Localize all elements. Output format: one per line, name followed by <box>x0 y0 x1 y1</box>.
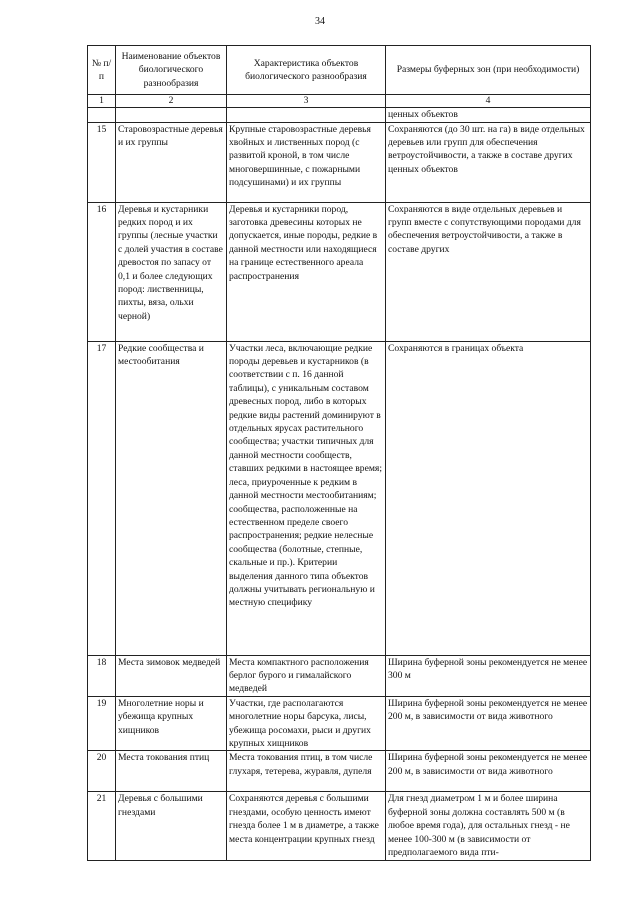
buffer-zones-table <box>87 45 591 861</box>
row-number: 19 <box>88 696 116 751</box>
object-name: Старовозрастные деревья и их группы <box>116 122 227 202</box>
object-characteristic: Сохраняются деревья с большими гнездами, особую ценность имеют гнезда более 1 м в диаметре, а также места концентрации крупных гнезд <box>227 792 386 860</box>
row-number: 15 <box>88 122 116 202</box>
column-number: 2 <box>116 95 227 108</box>
table-row <box>88 202 591 341</box>
page-number: 34 <box>315 16 325 27</box>
row-number: 17 <box>88 341 116 655</box>
object-characteristic: Деревья и кустарники пород, заготовка древесины которых не допускается, иные породы, редкие в данной местности или находящиеся на границе естественного ареала распространения <box>227 202 386 341</box>
object-name: Многолетние норы и убежища крупных хищников <box>116 696 227 751</box>
object-name: Деревья и кустарники редких пород и их группы (лесные участки с долей участия в составе древостоя по запасу от 0,1 и более следующих пород: лиственницы, пихты, вяза, ольхи черной) <box>116 202 227 341</box>
row-number: 18 <box>88 655 116 696</box>
column-number: 3 <box>227 95 386 108</box>
table-row <box>88 696 591 751</box>
table-row <box>88 792 591 860</box>
table-row <box>88 751 591 792</box>
row-number: 16 <box>88 202 116 341</box>
continuation-row <box>88 108 591 122</box>
object-characteristic: Места токования птиц, в том числе глухаря, тетерева, журавля, дупеля <box>227 751 386 792</box>
buffer-size: Сохраняются (до 30 шт. на га) в виде отдельных деревьев или групп для обеспечения ветроустойчивости, а также в составе других ценных объектов <box>386 122 591 202</box>
buffer-size: Сохраняются в границах объекта <box>386 341 591 655</box>
row-number: 21 <box>88 792 116 860</box>
table-cell <box>88 108 116 122</box>
header-buffer: Размеры буферных зон (при необходимости) <box>386 46 591 95</box>
object-name: Места токования птиц <box>116 751 227 792</box>
object-characteristic: Места компактного расположения берлог бурого и гималайского медведей <box>227 655 386 696</box>
column-number-row <box>88 95 591 108</box>
object-name: Деревья с большими гнездами <box>116 792 227 860</box>
table-cell: ценных объектов <box>386 108 591 122</box>
column-number: 4 <box>386 95 591 108</box>
table-row <box>88 341 591 655</box>
buffer-size: Ширина буферной зоны рекомендуется не менее 200 м, в зависимости от вида животного <box>386 696 591 751</box>
object-characteristic: Участки, где располагаются многолетние норы барсука, лисы, убежища росомахи, рыси и других крупных хищников <box>227 696 386 751</box>
header-name: Наименование объектов биологического разнообразия <box>116 46 227 95</box>
object-characteristic: Крупные старовозрастные деревья хвойных и лиственных пород (с развитой кроной, в том числе многовершинные, с пожарными подсушинами) и их группы <box>227 122 386 202</box>
buffer-size: Сохраняются в виде отдельных деревьев и групп вместе с сопутствующими породами для обеспечения ветроустойчивости, а также в составе других <box>386 202 591 341</box>
table-cell <box>116 108 227 122</box>
buffer-size: Ширина буферной зоны рекомендуется не менее 200 м, в зависимости от вида животного <box>386 751 591 792</box>
table-row <box>88 655 591 696</box>
column-number: 1 <box>88 95 116 108</box>
object-name: Места зимовок медведей <box>116 655 227 696</box>
buffer-size: Для гнезд диаметром 1 м и более ширина буферной зоны должна составлять 500 м (в любое время года), для остальных гнезд - не менее 100-300 м (в зависимости от предполагаемого вида пти- <box>386 792 591 860</box>
header-number: № п/п <box>88 46 116 95</box>
table-cell <box>227 108 386 122</box>
table-header-row <box>88 46 591 95</box>
table-row <box>88 122 591 202</box>
row-number: 20 <box>88 751 116 792</box>
object-name: Редкие сообщества и местообитания <box>116 341 227 655</box>
buffer-size: Ширина буферной зоны рекомендуется не менее 300 м <box>386 655 591 696</box>
header-characteristic: Характеристика объектов биологического разнообразия <box>227 46 386 95</box>
object-characteristic: Участки леса, включающие редкие породы деревьев и кустарников (в соответствии с п. 16 данной таблицы), с уникальным составом древесных пород, либо в которых редкие виды растений доминируют в отдельных ярусах растительного сообщества; участки типичных для данной местности сообществ, ставших редкими в настоящее время; леса, приуроченные к редким в данной местности местообитаниям; сообщества, расположенные на естественном пределе своего распространения; редкие нелесные сообщества (болотные, степные, скальные и пр.). Критерии выделения данного типа объектов должны учитывать региональную и местную специфику <box>227 341 386 655</box>
